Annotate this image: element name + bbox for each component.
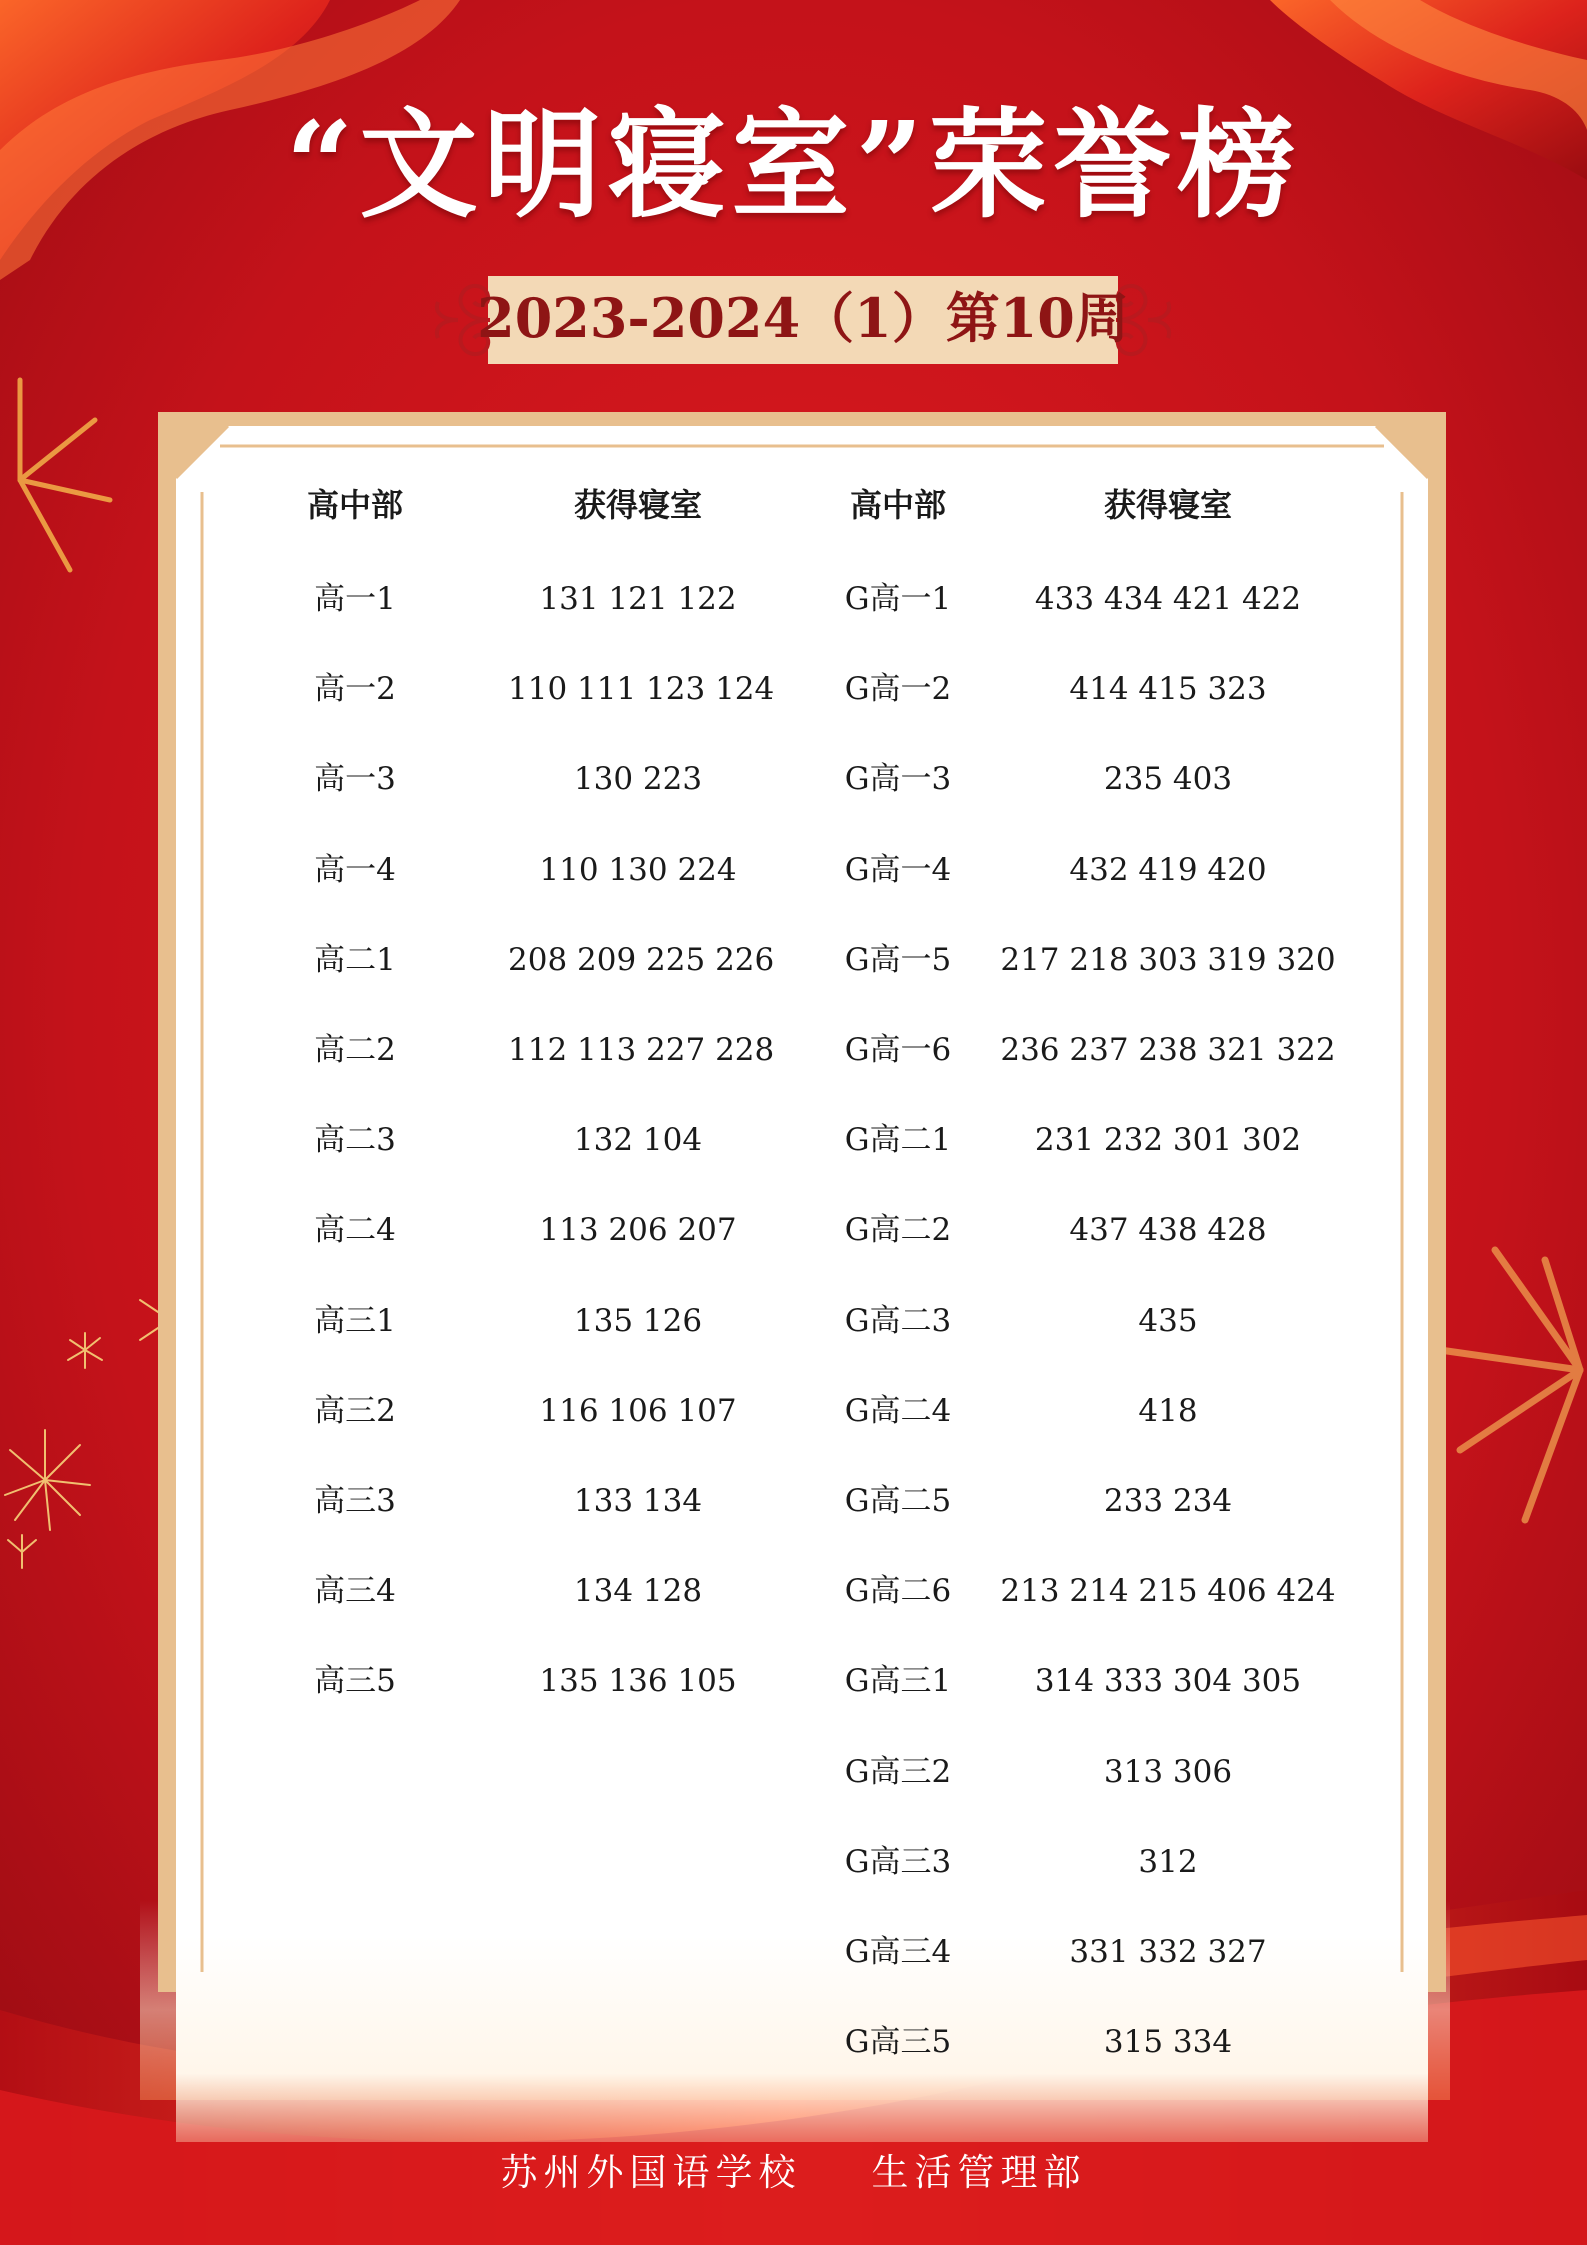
left-class-cell: 高一4 (314, 852, 396, 888)
honor-list-panel (158, 412, 1446, 2142)
left-header-rooms: 获得寝室 (573, 486, 702, 524)
right-header-dept: 高中部 (849, 486, 946, 524)
left-class-cell: 高二4 (314, 1212, 396, 1248)
left-rooms-cell: 130 223 (573, 761, 703, 797)
right-rooms-cell: 312 (1138, 1844, 1198, 1880)
left-rooms-cell: 131 121 122 (539, 581, 737, 617)
left-class-cell: 高三2 (314, 1393, 396, 1429)
right-class-cell: G高二6 (844, 1573, 952, 1609)
left-header-dept: 高中部 (306, 486, 403, 524)
left-class-cell: 高一1 (314, 581, 396, 617)
left-class-cell: 高三5 (314, 1663, 396, 1699)
right-rooms-cell: 315 334 (1103, 2024, 1233, 2060)
right-class-cell: G高三4 (844, 1934, 952, 1970)
right-class-cell: G高一2 (844, 671, 952, 707)
right-rooms-cell: 231 232 301 302 (1034, 1122, 1302, 1158)
right-class-cell: G高一6 (844, 1032, 952, 1068)
right-class-cell: G高三1 (844, 1663, 952, 1699)
footer-department: 生活管理部 (871, 2151, 1087, 2194)
subtitle-week: 2023-2024（1）第10周 (477, 286, 1129, 350)
left-class-cell: 高三4 (314, 1573, 396, 1609)
right-rooms-cell: 331 332 327 (1069, 1934, 1267, 1970)
left-rooms-cell: 132 104 (573, 1122, 703, 1158)
right-class-cell: G高三5 (844, 2024, 952, 2060)
left-rooms-cell: 112 113 227 228 (508, 1032, 775, 1068)
right-rooms-cell: 233 234 (1103, 1483, 1233, 1519)
right-rooms-cell: 313 306 (1103, 1754, 1233, 1790)
right-rooms-cell: 433 434 421 422 (1034, 581, 1302, 617)
left-class-cell: 高一2 (314, 671, 396, 707)
left-rooms-cell: 113 206 207 (539, 1212, 737, 1248)
right-rooms-cell: 314 333 304 305 (1034, 1663, 1302, 1699)
right-class-cell: G高二3 (844, 1303, 952, 1339)
right-header-rooms: 获得寝室 (1103, 486, 1232, 524)
right-class-cell: G高二2 (844, 1212, 952, 1248)
footer-school: 苏州外国语学校 (500, 2151, 802, 2194)
left-rooms-cell: 110 111 123 124 (508, 671, 775, 707)
page-title: “文明寝室”荣誉榜 (285, 95, 1302, 234)
right-class-cell: G高二5 (844, 1483, 952, 1519)
left-rooms-cell: 208 209 225 226 (508, 942, 775, 978)
left-class-cell: 高二3 (314, 1122, 396, 1158)
right-rooms-cell: 414 415 323 (1069, 671, 1267, 707)
right-class-cell: G高二4 (844, 1393, 952, 1429)
right-class-cell: G高三3 (844, 1844, 952, 1880)
left-rooms-cell: 116 106 107 (539, 1393, 737, 1429)
right-rooms-cell: 236 237 238 321 322 (1000, 1032, 1336, 1068)
left-class-cell: 高一3 (314, 761, 396, 797)
right-rooms-cell: 235 403 (1103, 761, 1233, 797)
left-class-cell: 高二2 (314, 1032, 396, 1068)
left-class-cell: 高三3 (314, 1483, 396, 1519)
right-class-cell: G高三2 (844, 1754, 952, 1790)
right-class-cell: G高二1 (844, 1122, 952, 1158)
right-class-cell: G高一3 (844, 761, 952, 797)
left-rooms-cell: 134 128 (573, 1573, 703, 1609)
left-rooms-cell: 133 134 (573, 1483, 703, 1519)
left-rooms-cell: 135 126 (573, 1303, 703, 1339)
left-class-cell: 高二1 (314, 942, 396, 978)
left-rooms-cell: 110 130 224 (539, 852, 737, 888)
right-rooms-cell: 217 218 303 319 320 (1000, 942, 1336, 978)
right-rooms-cell: 432 419 420 (1069, 852, 1267, 888)
right-rooms-cell: 213 214 215 406 424 (1000, 1573, 1336, 1609)
footer (0, 2143, 1587, 2203)
right-rooms-cell: 437 438 428 (1069, 1212, 1267, 1248)
right-class-cell: G高一1 (844, 581, 952, 617)
left-rooms-cell: 135 136 105 (539, 1663, 737, 1699)
right-class-cell: G高一4 (844, 852, 952, 888)
right-class-cell: G高一5 (844, 942, 952, 978)
left-class-cell: 高三1 (314, 1303, 396, 1339)
right-rooms-cell: 435 (1138, 1303, 1198, 1339)
right-rooms-cell: 418 (1138, 1393, 1198, 1429)
